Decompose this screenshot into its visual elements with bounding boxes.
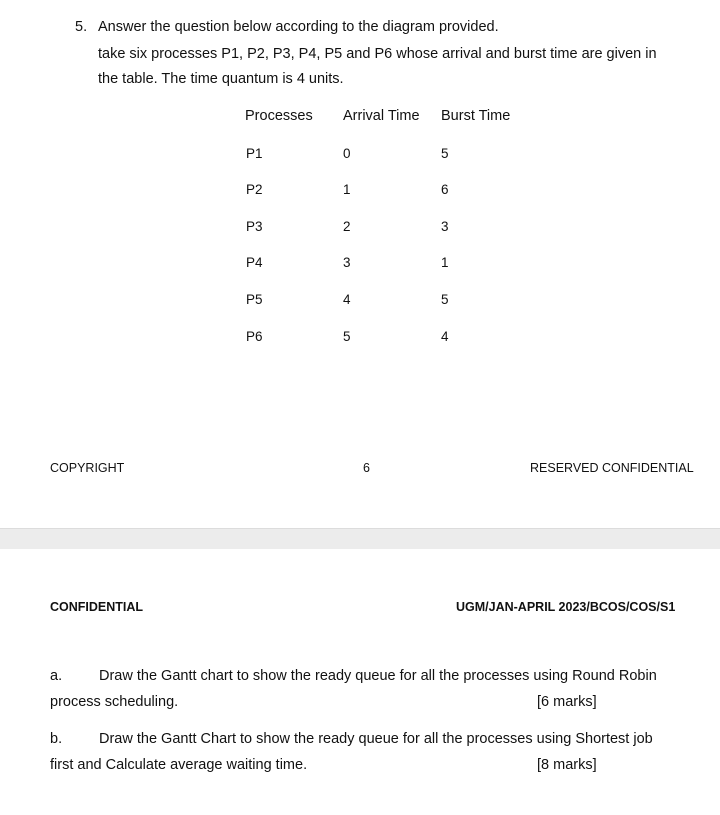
part-a-text-line-2: process scheduling. bbox=[50, 694, 179, 710]
column-header-burst-time: Burst Time bbox=[441, 108, 511, 124]
table-cell-burst: 5 bbox=[441, 146, 449, 161]
table-cell-process: P6 bbox=[246, 329, 263, 344]
table-cell-arrival: 4 bbox=[343, 292, 351, 307]
part-b-text-line-1: Draw the Gantt Chart to show the ready queue for all the processes using Shortest job bbox=[99, 731, 653, 747]
table-cell-burst: 1 bbox=[441, 255, 449, 270]
table-cell-process: P5 bbox=[246, 292, 263, 307]
footer-copyright: COPYRIGHT bbox=[50, 461, 125, 475]
table-cell-process: P2 bbox=[246, 182, 263, 197]
column-header-processes: Processes bbox=[245, 108, 313, 124]
footer-reserved-confidential: RESERVED CONFIDENTIAL bbox=[530, 461, 694, 475]
table-cell-arrival: 0 bbox=[343, 146, 351, 161]
part-b-marks: [8 marks] bbox=[537, 757, 597, 773]
question-number: 5. bbox=[75, 19, 88, 35]
header-confidential: CONFIDENTIAL bbox=[50, 600, 144, 614]
page-separator bbox=[0, 528, 720, 549]
question-title: Answer the question below according to the diagram provided. bbox=[98, 19, 499, 35]
table-cell-process: P3 bbox=[246, 219, 263, 234]
table-cell-arrival: 2 bbox=[343, 219, 351, 234]
footer-page-number: 6 bbox=[363, 461, 370, 475]
column-header-arrival-time: Arrival Time bbox=[343, 108, 420, 124]
part-a-marks: [6 marks] bbox=[537, 694, 597, 710]
part-a-text-line-1: Draw the Gantt chart to show the ready queue for all the processes using Round Robin bbox=[99, 668, 657, 684]
table-cell-burst: 3 bbox=[441, 219, 449, 234]
table-cell-process: P4 bbox=[246, 255, 263, 270]
table-cell-arrival: 1 bbox=[343, 182, 351, 197]
part-b-text-line-2: first and Calculate average waiting time. bbox=[50, 757, 308, 773]
part-b-label: b. bbox=[50, 731, 63, 747]
part-a-label: a. bbox=[50, 668, 63, 684]
table-cell-burst: 4 bbox=[441, 329, 449, 344]
table-cell-arrival: 5 bbox=[343, 329, 351, 344]
header-course-code: UGM/JAN-APRIL 2023/BCOS/COS/S1 bbox=[456, 600, 676, 614]
table-cell-process: P1 bbox=[246, 146, 263, 161]
table-cell-burst: 6 bbox=[441, 182, 449, 197]
question-text-line-1: take six processes P1, P2, P3, P4, P5 and P6 whose arrival and burst time are given in bbox=[98, 46, 657, 62]
question-text-line-2: the table. The time quantum is 4 units. bbox=[98, 71, 344, 87]
table-cell-burst: 5 bbox=[441, 292, 449, 307]
table-cell-arrival: 3 bbox=[343, 255, 351, 270]
